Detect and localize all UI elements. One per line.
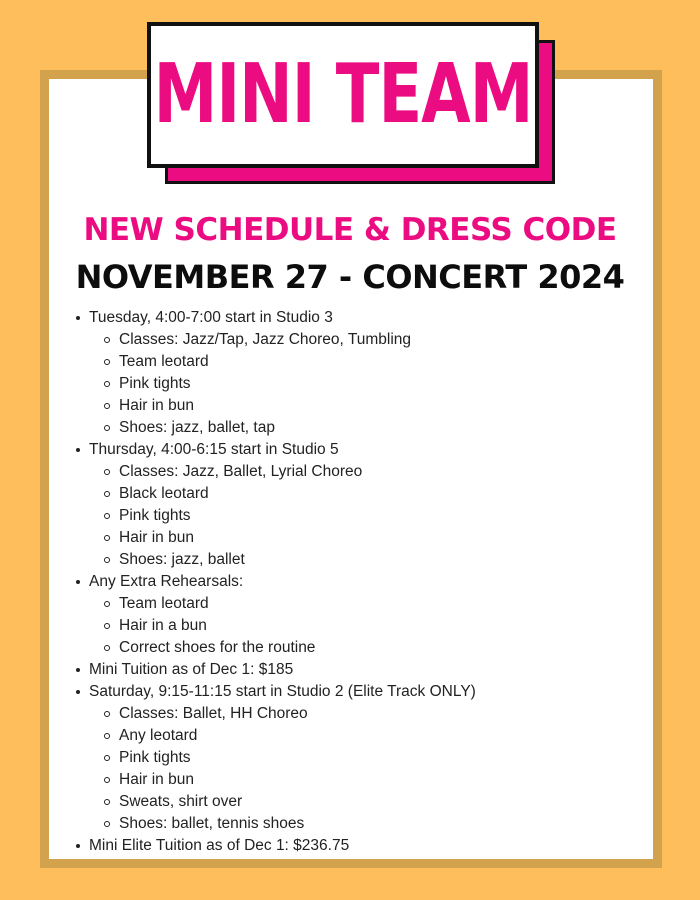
schedule-sublist: [89, 329, 659, 439]
schedule-sublist: [89, 703, 659, 835]
schedule-detail: Shoes: ballet, tennis shoes: [119, 813, 659, 835]
schedule-detail: Sweats, shirt over: [119, 791, 659, 813]
schedule-item: [89, 307, 659, 439]
schedule-detail: Pink tights: [119, 747, 659, 769]
schedule-item-label: Thursday, 4:00-6:15 start in Studio 5: [89, 441, 339, 458]
schedule-item: [89, 439, 659, 571]
schedule-detail: Pink tights: [119, 505, 659, 527]
page-title: NOVEMBER 27 - CONCERT 2024: [75, 258, 625, 296]
schedule-item-label: Mini Elite Tuition as of Dec 1: $236.75: [89, 837, 350, 854]
schedule-detail: Hair in bun: [119, 395, 659, 417]
schedule-detail: Team leotard: [119, 351, 659, 373]
schedule-detail: Hair in bun: [119, 527, 659, 549]
schedule-item: [89, 681, 659, 835]
schedule-item-label: Tuesday, 4:00-7:00 start in Studio 3: [89, 309, 333, 326]
schedule-item-label: Saturday, 9:15-11:15 start in Studio 2 (Elite Track ONLY): [89, 683, 476, 700]
schedule-detail: Team leotard: [119, 593, 659, 615]
schedule-detail: Shoes: jazz, ballet, tap: [119, 417, 659, 439]
schedule-sublist: [89, 593, 659, 659]
schedule-detail: Hair in bun: [119, 769, 659, 791]
schedule-detail: Hair in a bun: [119, 615, 659, 637]
schedule-item-label: Any Extra Rehearsals:: [89, 573, 244, 590]
schedule-item-label: Mini Tuition as of Dec 1: $185: [89, 661, 294, 678]
page-subtitle: NEW SCHEDULE & DRESS CODE: [83, 212, 617, 248]
schedule-item: [89, 835, 659, 857]
schedule-list: [70, 307, 659, 857]
logo: [147, 22, 539, 168]
schedule-item: [89, 571, 659, 659]
schedule-detail: Shoes: jazz, ballet: [119, 549, 659, 571]
schedule-detail: Classes: Jazz/Tap, Jazz Choreo, Tumbling: [119, 329, 659, 351]
schedule-detail: Any leotard: [119, 725, 659, 747]
logo-text: MINI TEAM: [153, 47, 533, 143]
schedule-detail: Classes: Ballet, HH Choreo: [119, 703, 659, 725]
schedule-detail: Black leotard: [119, 483, 659, 505]
schedule-detail: Correct shoes for the routine: [119, 637, 659, 659]
schedule-item: [89, 659, 659, 681]
schedule-detail: Classes: Jazz, Ballet, Lyrial Choreo: [119, 461, 659, 483]
schedule-detail: Pink tights: [119, 373, 659, 395]
schedule-sublist: [89, 461, 659, 571]
